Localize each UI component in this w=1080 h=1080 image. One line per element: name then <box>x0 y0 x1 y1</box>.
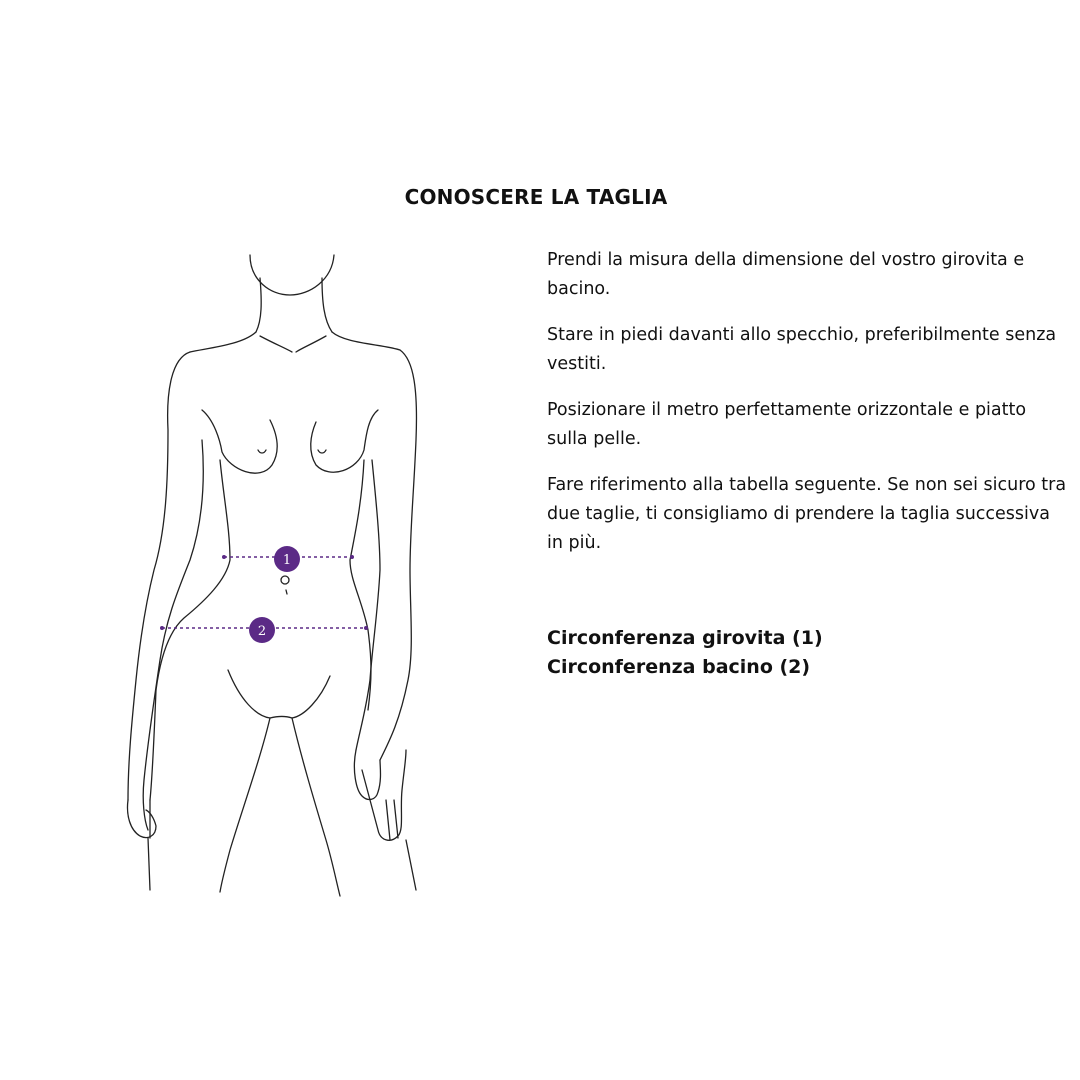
legend-hips: Circonferenza bacino (2) <box>547 656 811 678</box>
body-outline <box>128 255 417 896</box>
waist-marker-label: 1 <box>282 553 292 568</box>
measurement-legend <box>547 624 1047 682</box>
waist-marker <box>274 546 300 572</box>
instruction-paragraph: Posizionare il metro perfettamente orizzontale e piatto sulla pelle. <box>547 400 1027 449</box>
instruction-paragraph: Stare in piedi davanti allo specchio, preferibilmente senza vestiti. <box>547 325 1057 374</box>
body-measurement-illustration <box>110 240 440 900</box>
instruction-paragraph: Fare riferimento alla tabella seguente. Se non sei sicuro tra due taglie, ti consigliamo di prendere la taglia successiva in più. <box>547 475 1067 553</box>
page-title: CONOSCERE LA TAGLIA <box>404 185 668 209</box>
hips-marker <box>249 617 275 643</box>
instructions <box>547 246 1067 575</box>
hips-marker-label: 2 <box>257 624 267 639</box>
instruction-paragraph: Prendi la misura della dimensione del vostro girovita e bacino. <box>547 250 1025 299</box>
legend-waist: Circonferenza girovita (1) <box>547 627 823 649</box>
